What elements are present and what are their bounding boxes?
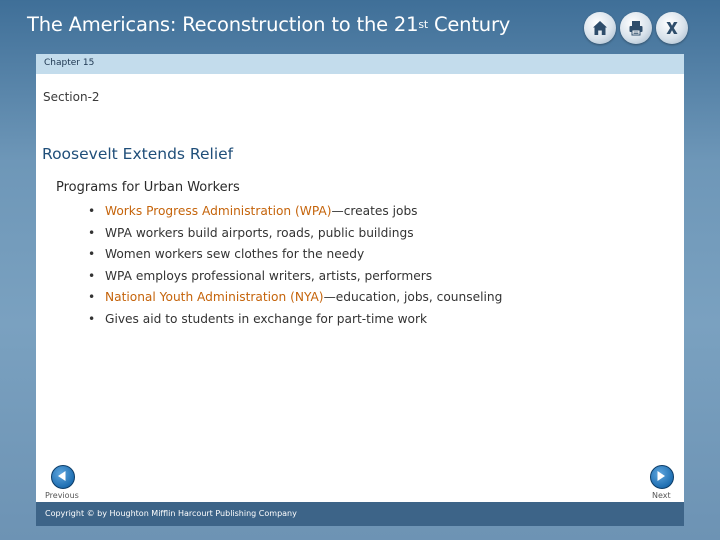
previous-button[interactable]: [51, 465, 75, 489]
footer-bar: [36, 502, 684, 526]
chapter-bar: [36, 54, 684, 74]
list-item: [88, 309, 502, 331]
bullet-dot: •: [88, 225, 96, 240]
chapter-label: Chapter 15: [44, 58, 95, 68]
bullet-list: [88, 201, 502, 330]
close-button[interactable]: [656, 12, 688, 44]
bullet-dot: •: [88, 247, 96, 261]
title-superscript: st: [418, 18, 428, 31]
next-button[interactable]: [650, 465, 674, 489]
arrow-right-icon: [650, 465, 672, 487]
list-item: [88, 223, 502, 245]
copyright-text: Copyright © by Houghton Mifflin Harcourt Publishing Company: [45, 509, 297, 518]
print-icon: [627, 19, 645, 37]
bullet-text: Gives aid to students in exchange for part-time work: [105, 311, 428, 326]
highlight-term: Works Progress Administration (WPA): [105, 204, 332, 218]
previous-label[interactable]: Previous: [45, 491, 79, 500]
slide-subheading: Programs for Urban Workers: [56, 180, 240, 195]
bullet-dot: •: [88, 290, 96, 304]
list-item: [88, 287, 502, 309]
list-item: [88, 266, 502, 288]
highlight-term: National Youth Administration (NYA): [105, 290, 324, 304]
home-button[interactable]: [584, 12, 616, 44]
list-item: [88, 201, 502, 223]
close-icon: [663, 19, 681, 37]
bullet-text: WPA employs professional writers, artists, performers: [105, 268, 433, 283]
content-panel: [36, 74, 684, 502]
bullet-dot: •: [88, 311, 96, 326]
bullet-text: —creates jobs: [331, 204, 418, 218]
slide-heading: Roosevelt Extends Relief: [42, 145, 234, 163]
bullet-dot: •: [88, 268, 96, 283]
bullet-text: Women workers sew clothes for the needy: [105, 247, 365, 261]
bullet-text: —education, jobs, counseling: [323, 290, 503, 304]
next-label[interactable]: Next: [652, 491, 671, 500]
title-suffix: Century: [427, 13, 511, 36]
list-item: [88, 244, 502, 266]
section-label: Section-2: [43, 90, 100, 104]
print-button[interactable]: [620, 12, 652, 44]
home-icon: [591, 19, 609, 37]
arrow-left-icon: [51, 465, 73, 487]
page-title: [27, 13, 510, 36]
title-main: The Americans: Reconstruction to the 21: [27, 13, 419, 36]
bullet-dot: •: [88, 204, 96, 218]
bullet-text: WPA workers build airports, roads, public buildings: [105, 225, 414, 240]
